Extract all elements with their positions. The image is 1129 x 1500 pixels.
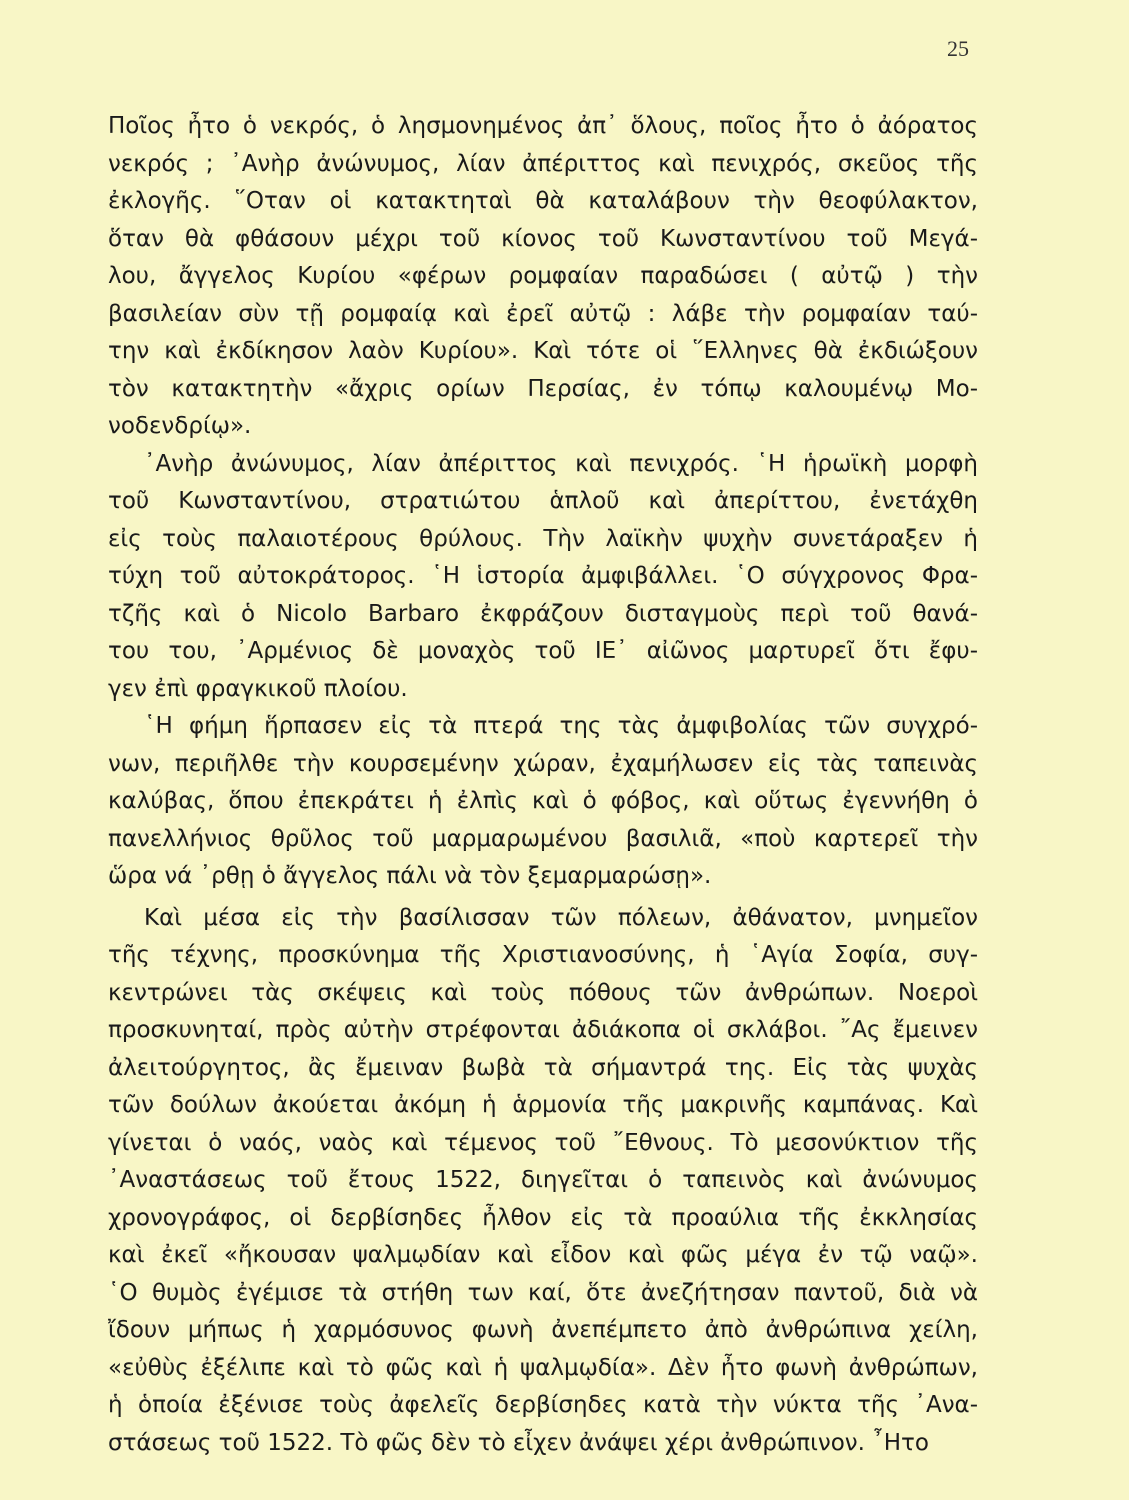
text-line: τζῆς καὶ ὁ Nicolo Barbaro ἐκφράζουν δισταγμοὺς περὶ τοῦ θανά- — [108, 600, 978, 627]
text-line: νεκρός ; ᾽Ανὴρ ἀνώνυμος, λίαν ἀπέριττος καὶ πενιχρός, σκεῦος τῆς — [108, 150, 978, 177]
text-line: ῾Η φήμη ἥρπασεν εἰς τὰ πτερά της τὰς ἀμφιβολίας τῶν συγχρό- — [144, 713, 978, 739]
text-line: εἰς τοὺς παλαιοτέρους θρύλους. Τὴν λαϊκὴν ψυχὴν συνετάραξεν ἡ — [108, 525, 978, 552]
text-line: ἡ ὁποία ἐξένισε τοὺς ἀφελεῖς δερβίσηδες κατὰ τὴν νύκτα τῆς ᾽Ανα- — [108, 1392, 978, 1418]
text-line: λου, ἄγγελος Κυρίου «φέρων ρομφαίαν παραδώσει ( αὐτῷ ) τὴν — [108, 263, 978, 289]
text-line: τοῦ Κωνσταντίνου, στρατιώτου ἁπλοῦ καὶ ἀπερίττου, ἐνετάχθη — [108, 488, 978, 514]
text-line: στάσεως τοῦ 1522. Τὸ φῶς δὲν τὸ εἶχεν ἀνάψει χέρι ἀνθρώπινον. ῏Ητο — [108, 1429, 929, 1456]
text-line: νοδενδρίῳ». — [108, 413, 252, 439]
text-line: τύχη τοῦ αὐτοκράτορος. ῾Η ἱστορία ἀμφιβάλλει. ῾Ο σύγχρονος Φρα- — [108, 563, 978, 589]
text-line: γεν ἐπὶ φραγκικοῦ πλοίου. — [108, 675, 408, 702]
body-text — [108, 108, 978, 1462]
text-line: Ποῖος ἦτο ὁ νεκρός, ὁ λησμονημένος ἀπ᾽ ὅλους, ποῖος ἦτο ὁ ἀόρατος — [108, 113, 978, 139]
text-line: βασιλείαν σὺν τῇ ρομφαίᾳ καὶ ἐρεῖ αὐτῷ : λάβε τὴν ρομφαίαν ταύ- — [108, 300, 978, 327]
page-number: 25 — [947, 36, 969, 61]
text-line: ᾽Αναστάσεως τοῦ ἔτους 1522, διηγεῖται ὁ ταπεινὸς καὶ ἀνώνυμος — [108, 1167, 978, 1193]
text-line: ἀλειτούργητος, ἂς ἔμειναν βωβὰ τὰ σήμαντρά της. Εἰς τὰς ψυχὰς — [108, 1054, 978, 1081]
text-line: νων, περιῆλθε τὴν κουρσεμένην χώραν, ἐχαμήλωσεν εἰς τὰς ταπεινὰς — [108, 750, 978, 777]
text-line: ᾽Ανὴρ ἀνώνυμος, λίαν ἀπέριττος καὶ πενιχρός. ῾Η ἡρωϊκὴ μορφὴ — [144, 450, 978, 477]
text-line: ὥρα νά ᾽ρθῃ ὁ ἄγγελος πάλι νὰ τὸν ξεμαρμαρώσῃ». — [108, 863, 712, 889]
paragraph-3 — [108, 708, 978, 896]
text-line: «εὐθὺς ἐξέλιπε καὶ τὸ φῶς καὶ ἡ ψαλμῳδία». Δὲν ἦτο φωνὴ ἀνθρώπων, — [108, 1354, 978, 1381]
text-line: Καὶ μέσα εἰς τὴν βασίλισσαν τῶν πόλεων, ἀθάνατον, μνημεῖον — [144, 904, 978, 931]
paragraph-4 — [108, 900, 978, 1463]
text-line: ῾Ο θυμὸς ἐγέμισε τὰ στήθη των καί, ὅτε ἀνεζήτησαν παντοῦ, διὰ νὰ — [108, 1279, 978, 1306]
text-line: καλύβας, ὅπου ἐπεκράτει ἡ ἐλπὶς καὶ ὁ φόβος, καὶ οὕτως ἐγεννήθη ὁ — [108, 788, 978, 814]
text-line: τὸν κατακτητὴν «ἄχρις ορίων Περσίας, ἐν τόπῳ καλουμένῳ Μο- — [108, 375, 978, 402]
text-line: τῆς τέχνης, προσκύνημα τῆς Χριστιανοσύνης, ἡ ῾Αγία Σοφία, συγ- — [108, 942, 978, 968]
text-line: του του, ᾽Αρμένιος δὲ μοναχὸς τοῦ ΙΕ᾽ αἰῶνος μαρτυρεῖ ὅτι ἔφυ- — [108, 638, 978, 664]
text-line: καὶ ἐκεῖ «ἤκουσαν ψαλμῳδίαν καὶ εἶδον καὶ φῶς μέγα ἐν τῷ ναῷ». — [108, 1242, 978, 1268]
text-line: πανελλήνιος θρῦλος τοῦ μαρμαρωμένου βασιλιᾶ, «ποὺ καρτερεῖ τὴν — [108, 825, 978, 852]
text-line: χρονογράφος, οἱ δερβίσηδες ἦλθον εἰς τὰ προαύλια τῆς ἐκκλησίας — [108, 1204, 978, 1231]
text-line: ὅταν θὰ φθάσουν μέχρι τοῦ κίονος τοῦ Κωνσταντίνου τοῦ Μεγά- — [108, 225, 978, 252]
text-line: τῶν δούλων ἀκούεται ἀκόμη ἡ ἁρμονία τῆς μακρινῆς καμπάνας. Καὶ — [108, 1092, 978, 1118]
text-line: γίνεται ὁ ναός, ναὸς καὶ τέμενος τοῦ ῎Εθνους. Τὸ μεσονύκτιον τῆς — [108, 1129, 978, 1156]
paragraph-2 — [108, 446, 978, 709]
text-line: ἴδουν μήπως ἡ χαρμόσυνος φωνὴ ἀνεπέμπετο ἀπὸ ἀνθρώπινα χείλη, — [108, 1317, 978, 1343]
paragraph-1 — [108, 108, 978, 446]
text-line: κεντρώνει τὰς σκέψεις καὶ τοὺς πόθους τῶν ἀνθρώπων. Νοεροὶ — [108, 979, 978, 1006]
text-line: προσκυνηταί, πρὸς αὐτὴν στρέφονται ἀδιάκοπα οἱ σκλάβοι. ῎Ας ἔμεινεν — [108, 1017, 978, 1043]
text-line: την καὶ ἐκδίκησον λαὸν Κυρίου». Καὶ τότε οἱ ῞Ελληνες θὰ ἐκδιώξουν — [108, 338, 978, 364]
text-line: ἐκλογῆς. ῞Οταν οἱ κατακτηταὶ θὰ καταλάβουν τὴν θεοφύλακτον, — [108, 188, 978, 214]
